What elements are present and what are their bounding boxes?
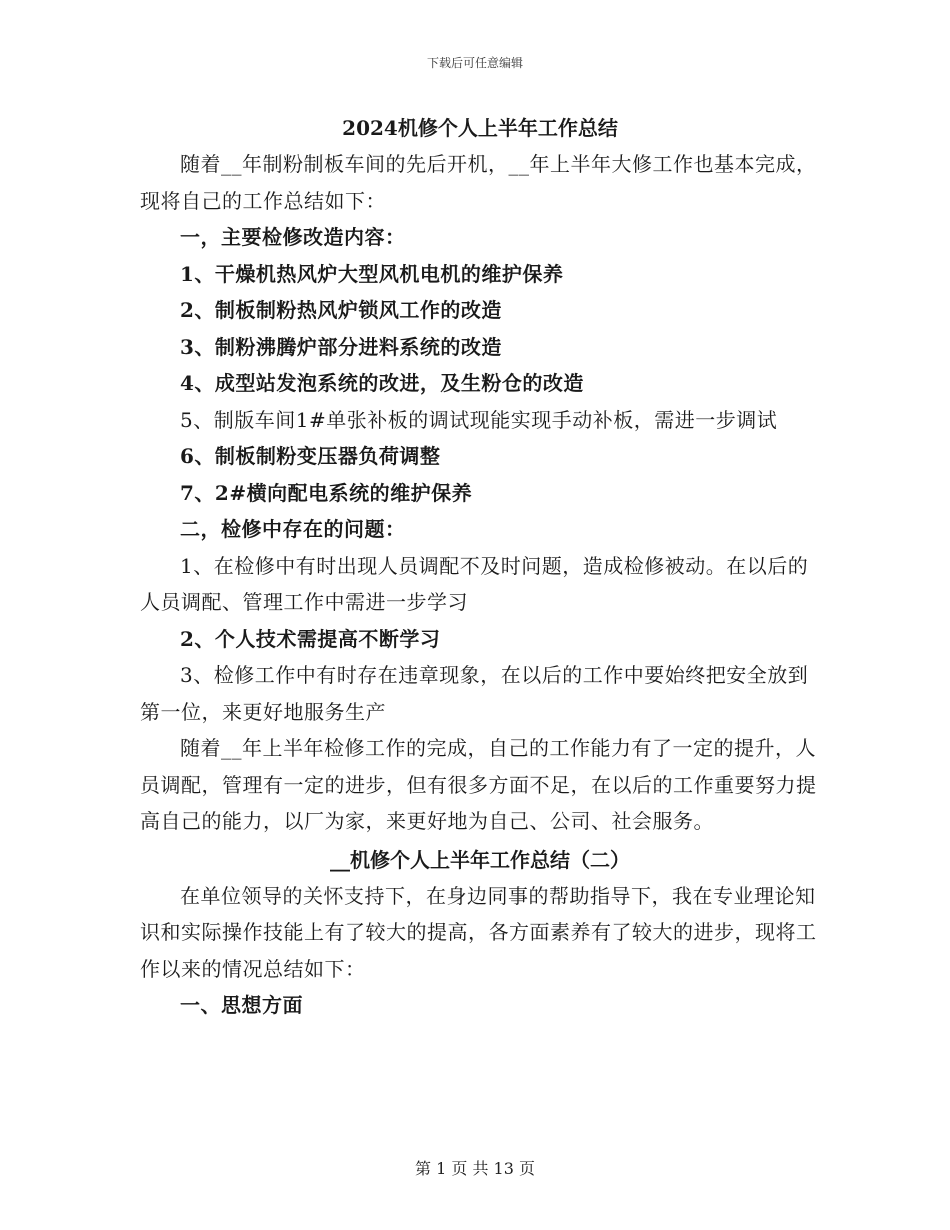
problem-paragraph: 2、个人技术需提高不断学习 (180, 626, 441, 651)
header-note: 下载后可任意编辑 (426, 56, 523, 70)
second-intro-paragraph: 在单位领导的关怀支持下，在身边同事的帮助指导下，我在专业理论知识和实际操作技能上有了较大的提高，各方面素养有了较大的进步，现将工作以来的情况总结如下： (140, 883, 817, 981)
section-heading-1: 一，主要检修改造内容： (180, 225, 406, 249)
second-title: __机修个人上半年工作总结（二） (330, 847, 630, 872)
list-item: 6、制板制粉变压器负荷调整 (180, 444, 441, 468)
list-item: 7、2#横向配电系统的维护保养 (180, 480, 473, 505)
section-heading-3: 一、思想方面 (180, 993, 303, 1017)
list-item: 4、成型站发泡系统的改进，及生粉仓的改造 (180, 371, 584, 395)
closing-paragraph: 随着__年上半年检修工作的完成，自己的工作能力有了一定的提升，人员调配，管理有一定的进步，但有很多方面不足，在以后的工作重要努力提高自己的能力，以厂为家，来更好地为自己、公司、社会服务。 (140, 736, 817, 833)
problem-paragraph: 3、检修工作中有时存在违章现象，在以后的工作中要始终把安全放到第一位，来更好地服务生产 (140, 663, 809, 724)
list-item: 1、干燥机热风炉大型风机电机的维护保养 (180, 261, 564, 286)
page-number: 第 1 页 共 13 页 (415, 1159, 535, 1178)
list-item: 3、制粉沸腾炉部分进料系统的改造 (180, 334, 502, 359)
list-item: 5、制版车间1#单张补板的调试现能实现手动补板，需进一步调试 (180, 407, 778, 432)
intro-paragraph: 随着__年制粉制板车间的先后开机，__年上半年大修工作也基本完成，现将自己的工作总结如下： (140, 152, 817, 213)
document-body (140, 110, 820, 1024)
section-heading-2: 二，检修中存在的问题： (180, 517, 406, 541)
problem-paragraph: 1、在检修中有时出现人员调配不及时问题，造成检修被动。在以后的人员调配、管理工作中需进一步学习 (140, 553, 809, 614)
list-item: 2、制板制粉热风炉锁风工作的改造 (180, 298, 502, 322)
document-title: 2024机修个人上半年工作总结 (342, 116, 618, 140)
